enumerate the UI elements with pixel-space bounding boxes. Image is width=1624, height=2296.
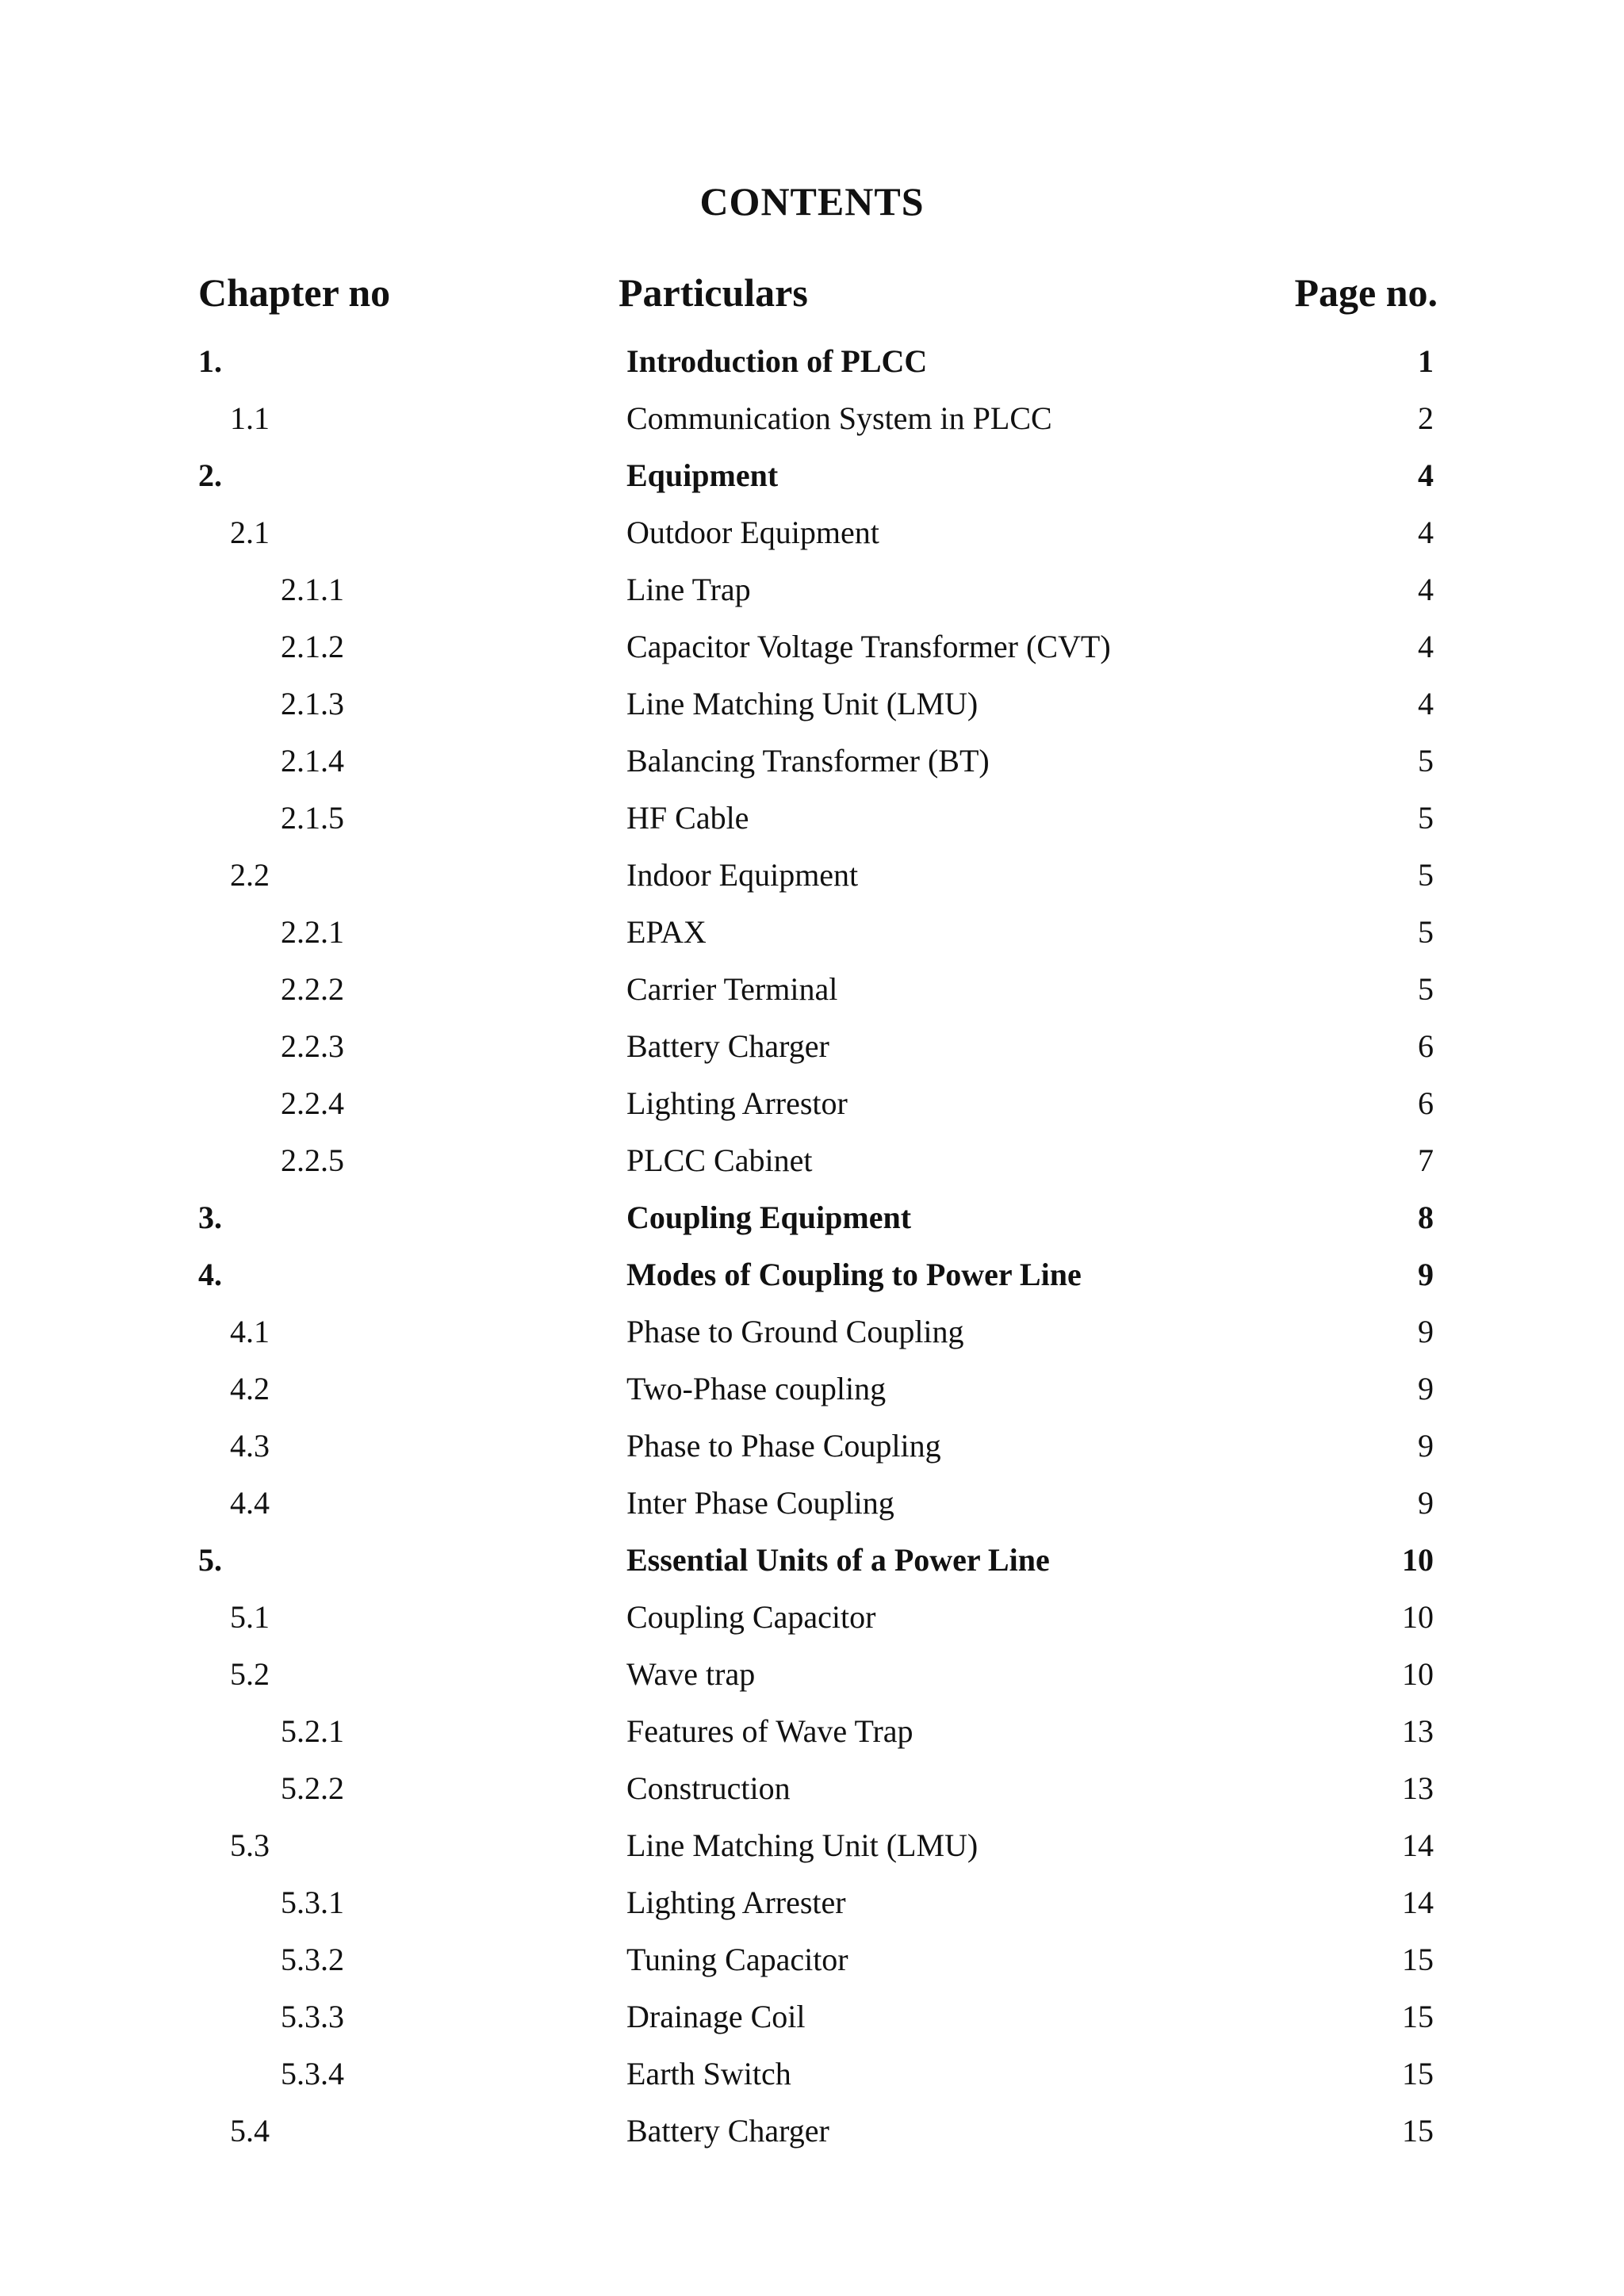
toc-entry [0,736,1624,793]
toc-entry-number: 4.2 [230,1371,270,1406]
toc-entry-page: 15 [1402,1999,1434,2034]
toc-entry-title: Lighting Arrester [626,1885,846,1920]
toc-entry [0,964,1624,1021]
toc-entry-title: Introduction of PLCC [626,343,928,379]
toc-entry-number: 2. [198,457,222,493]
toc-entry-number: 4.3 [230,1428,270,1464]
toc-entry-page: 7 [1418,1142,1434,1178]
table-of-contents [0,336,1624,2163]
toc-entry-page: 5 [1418,800,1434,836]
toc-entry [0,679,1624,736]
toc-entry-number: 5.3.1 [281,1885,344,1920]
toc-entry-page: 2 [1418,400,1434,436]
toc-entry-number: 1. [198,343,222,379]
toc-entry-page: 9 [1418,1428,1434,1464]
toc-entry-number: 1.1 [230,400,270,436]
toc-entry-title: Indoor Equipment [626,857,859,893]
toc-entry-page: 4 [1418,515,1434,550]
toc-entry-title: PLCC Cabinet [626,1142,813,1178]
toc-entry-title: Wave trap [626,1656,756,1692]
toc-entry-title: Line Matching Unit (LMU) [626,1827,979,1863]
toc-entry [0,450,1624,507]
toc-entry [0,1877,1624,1934]
toc-entry-title: Communication System in PLCC [626,400,1052,436]
toc-entry [0,2049,1624,2106]
toc-entry-number: 2.2 [230,857,270,893]
toc-entry [0,1307,1624,1364]
toc-entry-title: Outdoor Equipment [626,515,879,550]
toc-entry-page: 6 [1418,1028,1434,1064]
toc-entry-title: Capacitor Voltage Transformer (CVT) [626,629,1111,664]
toc-entry [0,850,1624,907]
toc-entry-title: Battery Charger [626,2113,829,2149]
toc-entry-page: 10 [1402,1656,1434,1692]
page-title: CONTENTS [699,179,925,224]
toc-entry-page: 15 [1402,2056,1434,2091]
toc-entry [0,1763,1624,1820]
toc-entry-title: EPAX [626,914,707,950]
toc-entry [0,336,1624,393]
toc-entry-number: 5.2 [230,1656,270,1692]
toc-entry-page: 9 [1418,1371,1434,1406]
toc-entry [0,1706,1624,1763]
toc-entry-page: 14 [1402,1827,1434,1863]
toc-entry-number: 2.1.5 [281,800,344,836]
toc-entry [0,793,1624,850]
toc-entry-number: 2.1.3 [281,686,344,721]
toc-entry-title: Battery Charger [626,1028,829,1064]
toc-entry [0,1934,1624,1992]
toc-entry-title: Drainage Coil [626,1999,806,2034]
toc-entry-number: 2.2.4 [281,1085,344,1121]
toc-entry-page: 9 [1418,1485,1434,1521]
toc-entry-title: Lighting Arrestor [626,1085,848,1121]
toc-entry-title: Construction [626,1770,791,1806]
toc-entry-number: 2.2.1 [281,914,344,950]
toc-entry-number: 5.3 [230,1827,270,1863]
toc-entry [0,1421,1624,1478]
toc-entry-number: 5.1 [230,1599,270,1635]
toc-entry-page: 8 [1418,1200,1434,1235]
toc-header-row [0,270,1624,325]
toc-entry-page: 15 [1402,1942,1434,1977]
toc-entry-number: 2.1.2 [281,629,344,664]
toc-entry [0,1992,1624,2049]
toc-entry-number: 2.2.2 [281,971,344,1007]
toc-entry-page: 6 [1418,1085,1434,1121]
toc-entry [0,1249,1624,1307]
toc-entry-title: Modes of Coupling to Power Line [626,1257,1082,1292]
toc-entry [0,1364,1624,1421]
toc-entry-page: 9 [1418,1257,1434,1292]
toc-entry-title: HF Cable [626,800,749,836]
toc-entry-title: Essential Units of a Power Line [626,1542,1050,1578]
toc-entry-title: Balancing Transformer (BT) [626,743,990,779]
toc-entry-title: Tuning Capacitor [626,1942,848,1977]
toc-entry-page: 10 [1402,1542,1434,1578]
toc-entry-title: Line Trap [626,572,751,607]
toc-entry-page: 5 [1418,971,1434,1007]
toc-entry-title: Inter Phase Coupling [626,1485,894,1521]
toc-entry-page: 5 [1418,914,1434,950]
toc-entry-number: 2.2.3 [281,1028,344,1064]
toc-entry-number: 3. [198,1200,222,1235]
toc-entry [0,622,1624,679]
toc-entry-title: Coupling Capacitor [626,1599,876,1635]
toc-entry-page: 13 [1402,1713,1434,1749]
toc-entry-title: Phase to Ground Coupling [626,1314,964,1349]
toc-entry-title: Phase to Phase Coupling [626,1428,941,1464]
toc-entry [0,1649,1624,1706]
toc-entry-number: 2.1.4 [281,743,344,779]
toc-entry-page: 9 [1418,1314,1434,1349]
toc-entry-title: Line Matching Unit (LMU) [626,686,979,721]
toc-entry-page: 4 [1418,572,1434,607]
toc-entry [0,1592,1624,1649]
chapter-column-header: Chapter no [198,270,391,315]
toc-entry [0,1135,1624,1192]
toc-entry [0,907,1624,964]
toc-entry-title: Equipment [626,457,779,493]
toc-entry-title: Carrier Terminal [626,971,838,1007]
toc-entry-title: Coupling Equipment [626,1200,912,1235]
toc-entry-page: 13 [1402,1770,1434,1806]
toc-entry-number: 4. [198,1257,222,1292]
toc-entry [0,393,1624,450]
toc-entry-number: 5.3.4 [281,2056,344,2091]
toc-entry-page: 4 [1418,629,1434,664]
toc-entry [0,1078,1624,1135]
toc-entry-number: 5.2.2 [281,1770,344,1806]
toc-entry [0,2106,1624,2163]
toc-entry [0,1478,1624,1535]
toc-entry-page: 4 [1418,457,1434,493]
toc-entry-number: 5.4 [230,2113,270,2149]
page-column-header: Page no. [1294,270,1438,315]
toc-entry-number: 2.2.5 [281,1142,344,1178]
toc-entry-number: 4.1 [230,1314,270,1349]
toc-entry [0,1021,1624,1078]
particulars-column-header: Particulars [619,270,808,315]
toc-entry [0,1192,1624,1249]
toc-entry [0,507,1624,564]
toc-entry-page: 14 [1402,1885,1434,1920]
toc-entry-page: 1 [1418,343,1434,379]
toc-entry-number: 4.4 [230,1485,270,1521]
toc-entry-number: 2.1 [230,515,270,550]
toc-entry-number: 5.2.1 [281,1713,344,1749]
toc-entry-title: Two-Phase coupling [626,1371,887,1406]
toc-entry-title: Features of Wave Trap [626,1713,914,1749]
toc-entry-page: 10 [1402,1599,1434,1635]
toc-entry-page: 4 [1418,686,1434,721]
toc-entry [0,564,1624,622]
toc-entry-number: 5.3.3 [281,1999,344,2034]
toc-entry-number: 2.1.1 [281,572,344,607]
toc-entry-number: 5. [198,1542,222,1578]
toc-entry-page: 5 [1418,743,1434,779]
toc-entry-number: 5.3.2 [281,1942,344,1977]
toc-entry [0,1820,1624,1877]
toc-entry-page: 15 [1402,2113,1434,2149]
toc-entry [0,1535,1624,1592]
toc-entry-page: 5 [1418,857,1434,893]
toc-entry-title: Earth Switch [626,2056,791,2091]
